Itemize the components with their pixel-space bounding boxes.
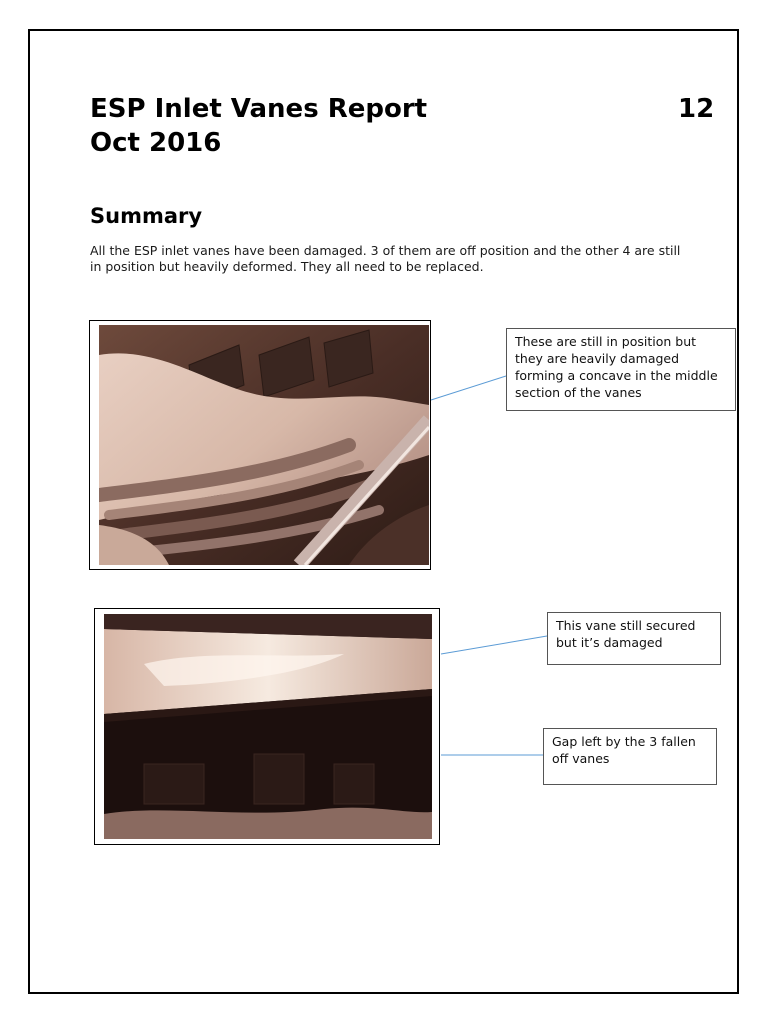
summary-text: All the ESP inlet vanes have been damaged. 3 of them are off position and the other 4 are still in position but heavily deformed. They all need to be replaced.: [90, 243, 681, 274]
leader-line-secured-vane: [441, 636, 547, 654]
callout-secured-vane: This vane still secured but it’s damaged: [547, 612, 721, 665]
callout-gap: Gap left by the 3 fallen off vanes: [543, 728, 717, 785]
report-title-line1: ESP Inlet Vanes Report: [90, 94, 428, 124]
summary-heading: Summary: [90, 204, 203, 228]
callout-deformed-vanes: These are still in position but they are heavily damaged forming a concave in the middle section of the vanes: [506, 328, 736, 411]
report-title-day: 12: [678, 94, 715, 124]
leader-line-deformed-vanes: [431, 376, 506, 400]
report-title-line2: Oct 2016: [90, 128, 222, 158]
